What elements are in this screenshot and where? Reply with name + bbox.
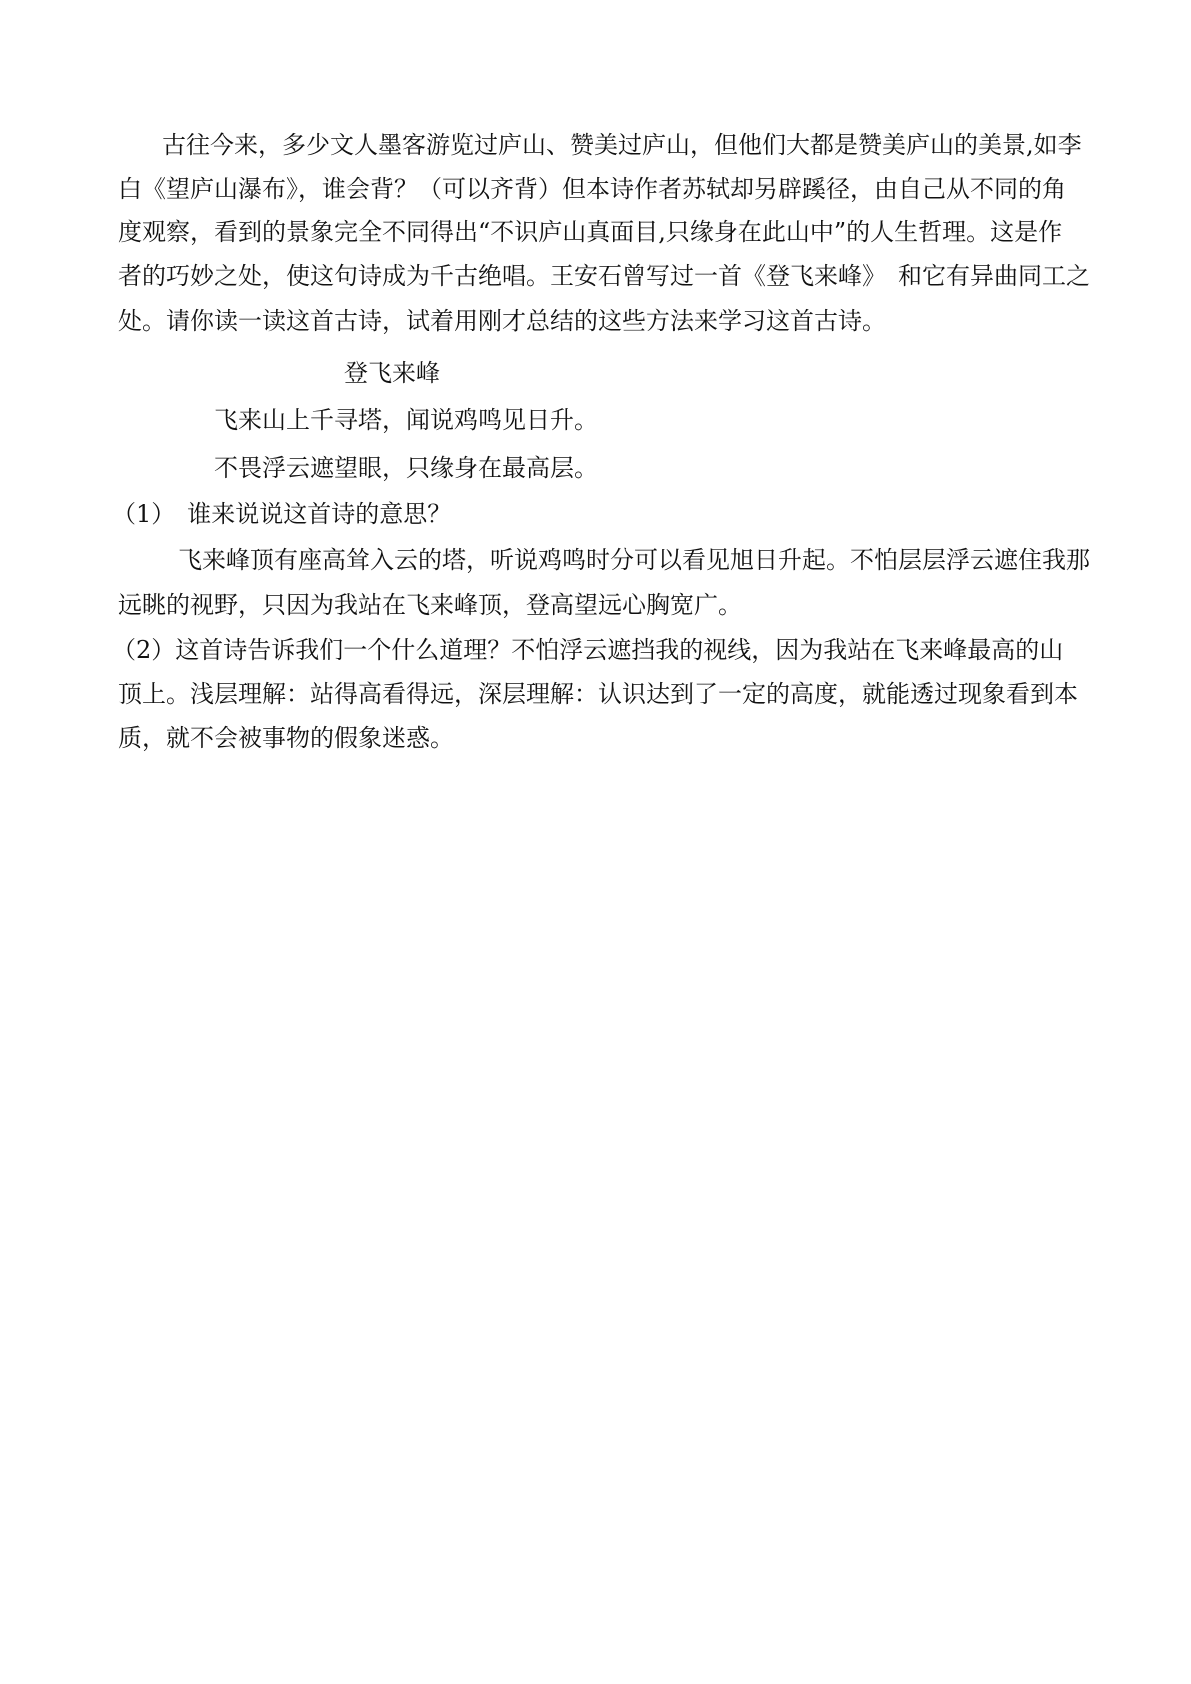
question-2-line-1: （2）这首诗告诉我们一个什么道理？不怕浮云遮挡我的视线，因为我站在飞来峰最高的山 [112,636,1064,664]
question-2-line-2: 顶上。浅层理解：站得高看得远，深层理解：认识达到了一定的高度，就能透过现象看到本 [118,680,1078,708]
question-1-prompt: （1） 谁来说说这首诗的意思？ [112,500,452,528]
intro-line-5: 处。请你读一读这首古诗，试着用刚才总结的这些方法来学习这首古诗。 [118,307,886,335]
question-2-line-3: 质，就不会被事物的假象迷惑。 [118,724,454,752]
question-1-answer-line-1: 飞来峰顶有座高耸入云的塔，听说鸡鸣时分可以看见旭日升起。不怕层层浮云遮住我那 [178,546,1090,574]
intro-line-4: 者的巧妙之处，使这句诗成为千古绝唱。王安石曾写过一首《登飞来峰》 和它有异曲同工之 [118,262,1090,290]
poem-line-1: 飞来山上千寻塔，闻说鸡鸣见日升。 [214,406,598,434]
intro-line-2: 白《望庐山瀑布》，谁会背？（可以齐背）但本诗作者苏轼却另辟蹊径，由自己从不同的角 [118,175,1066,203]
poem-title: 登飞来峰 [344,359,440,387]
intro-line-3: 度观察，看到的景象完全不同得出“不识庐山真面目,只缘身在此山中”的人生哲理。这是作 [118,218,1063,246]
intro-line-1: 古往今来，多少文人墨客游览过庐山、赞美过庐山，但他们大都是赞美庐山的美景,如李 [162,131,1082,159]
poem-line-2: 不畏浮云遮望眼，只缘身在最高层。 [214,454,598,482]
question-1-answer-line-2: 远眺的视野，只因为我站在飞来峰顶，登高望远心胸宽广。 [118,591,742,619]
